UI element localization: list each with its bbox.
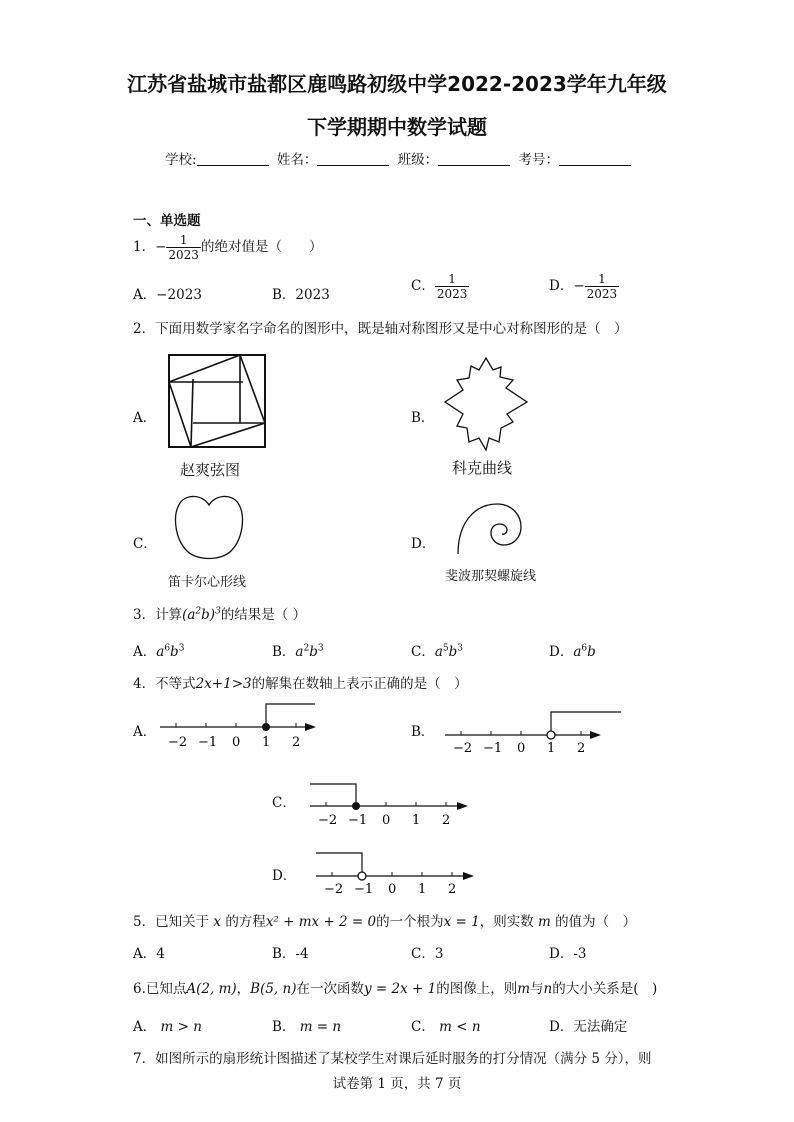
q6-point-a: A(2, m) (186, 981, 237, 997)
q4-option-b-number-line (445, 710, 625, 754)
q6-option-b[interactable] (272, 1015, 341, 1035)
page-footer: 试卷第 1 页，共 7 页 (332, 1076, 462, 1092)
q1-option-d-numerator: 1 (598, 272, 606, 286)
q4-option-d-number-line (316, 850, 481, 896)
q4-b-tick-label: −1 (483, 741, 503, 754)
q6-var-n: n (543, 981, 553, 997)
q5-option-b[interactable] (272, 942, 309, 962)
q5-option-a-text: 4 (156, 946, 165, 962)
q4-a-tick-label: 2 (292, 735, 301, 750)
q3-option-a-exp-b: 3 (178, 643, 185, 654)
q3-stem-pre: 3．计算 (133, 607, 183, 623)
q5-option-c[interactable] (411, 942, 443, 962)
name-blank (317, 152, 389, 166)
q5-var-m: m (538, 914, 551, 930)
q6-option-d[interactable] (549, 1015, 627, 1035)
q5-option-a-label: A． (133, 946, 157, 962)
q3-option-b-exp-b: 3 (317, 643, 324, 654)
q3-option-d-b: b (587, 644, 596, 660)
q5-var-x: x (213, 914, 222, 930)
q4-d-tick-label: 2 (448, 882, 457, 896)
q4-a-closed-dot (262, 723, 270, 731)
q3-expression (182, 607, 221, 623)
q4-d-tick-label: 1 (418, 882, 427, 896)
q1-minus: − (155, 239, 167, 255)
q1-option-b-text: 2023 (295, 287, 330, 303)
q1-option-d-fraction (585, 272, 620, 301)
q1-fraction-numerator: 1 (179, 233, 188, 247)
q5-stem-post: 的值为（ ） (555, 914, 637, 930)
q4-a-tick-label: 0 (232, 735, 241, 750)
q4-c-tick-label: 0 (382, 813, 391, 828)
q5-stem-mid2: 的一个根为 (376, 914, 444, 930)
q3-option-c-label: C． (411, 644, 435, 660)
q2-option-b-caption: 科克曲线 (452, 459, 513, 477)
q1-option-c-label: C． (411, 278, 435, 294)
class-blank (438, 152, 510, 166)
q3-expr-base: (a (182, 607, 196, 623)
q3-option-a-b: b (170, 644, 179, 660)
q4-c-tick-label: 1 (412, 813, 421, 828)
q3-option-b-b: b (309, 644, 318, 660)
koch-snowflake (443, 356, 529, 452)
q4-stem-pre: 4．不等式 (133, 676, 196, 692)
question-1 (133, 233, 322, 262)
q5-root: x = 1 (443, 914, 480, 930)
school-label: 学校: (165, 152, 197, 168)
school-blank (197, 152, 269, 166)
q1-option-c-fraction (435, 272, 470, 301)
question-2: 2．下面用数学家名字命名的图形中，既是轴对称图形又是中心对称图形的是（ ） (133, 321, 628, 337)
q3-option-a[interactable] (133, 640, 184, 660)
q1-fraction-denominator: 2023 (168, 248, 199, 262)
q6-function: y = 2x + 1 (363, 981, 437, 997)
q3-option-c[interactable] (411, 640, 463, 660)
q2-option-a-caption: 赵爽弦图 (180, 461, 241, 479)
q1-option-c-denominator: 2023 (436, 287, 468, 301)
q5-option-d-text: -3 (573, 946, 587, 962)
q4-d-open-dot (358, 872, 366, 880)
exam-number-label: 考号： (518, 152, 559, 168)
q2-option-c-label[interactable]: C． (133, 536, 157, 552)
q6-option-a-label: A． (133, 1019, 157, 1035)
q6-stem-pre: 6.已知点 (133, 981, 187, 997)
q4-d-tick-label: −1 (354, 882, 374, 896)
q5-option-d-label: D． (549, 946, 574, 962)
q5-option-b-text: -4 (295, 946, 309, 962)
q1-option-a-label: A． (133, 287, 157, 303)
q4-option-c-number-line (310, 782, 475, 828)
q4-d-tick-label: −2 (324, 882, 344, 896)
q3-option-b-a: a (295, 644, 304, 660)
name-label: 姓名： (276, 152, 318, 168)
q2-option-b-label[interactable]: B． (411, 410, 435, 426)
q4-a-tick-label: −2 (168, 735, 188, 750)
q4-c-tick-label: 2 (442, 813, 451, 828)
fibonacci-spiral (455, 500, 525, 556)
q1-option-d-label: D． (549, 278, 574, 294)
q6-stem-post: 的大小关系是( ) (552, 981, 658, 997)
q6-option-d-label: D． (549, 1019, 574, 1035)
q4-option-a-label[interactable]: A． (133, 724, 157, 740)
q6-option-a-text: m > n (160, 1019, 202, 1035)
q1-option-a-text: −2023 (156, 287, 202, 303)
q4-c-tick-label: −1 (348, 813, 368, 828)
q3-stem-post: 的结果是（ ） (220, 607, 307, 623)
q5-option-b-label: B． (272, 946, 296, 962)
q6-option-a[interactable] (133, 1015, 202, 1035)
q4-stem-post: 的解集在数轴上表示正确的是（ ） (251, 676, 468, 692)
q3-option-c-a: a (434, 644, 443, 660)
q3-expr-exp-outer: 3 (215, 606, 221, 617)
q3-option-d-exp-a: 6 (581, 643, 588, 654)
q2-option-d-caption: 斐波那契螺旋线 (445, 569, 537, 584)
q2-option-a-label[interactable]: A． (133, 410, 157, 426)
q6-stem-mid: 在一次函数 (296, 981, 364, 997)
q5-stem-pre: 5．已知关于 (133, 914, 210, 930)
q4-b-tick-label: 2 (577, 741, 586, 754)
q3-option-a-label: A． (133, 644, 157, 660)
q3-expr-exp-a: 2 (195, 606, 202, 617)
q4-b-open-dot (547, 731, 555, 739)
q1-option-d[interactable] (549, 272, 619, 301)
question-4 (133, 672, 468, 692)
q1-number: 1． (133, 239, 156, 255)
q6-var-m: m (517, 981, 531, 997)
q4-option-c-label[interactable]: C． (272, 795, 296, 811)
exam-title-line2: 下学期期中数学试题 (307, 115, 487, 139)
q4-d-tick-label: 0 (388, 882, 397, 896)
q1-option-c-numerator: 1 (448, 272, 456, 286)
q1-stem-tail: 的绝对值是（ ） (200, 239, 323, 255)
student-info-row (165, 148, 635, 168)
q3-option-b-exp-a: 2 (303, 643, 310, 654)
q6-comma: ， (236, 981, 251, 997)
question-5 (133, 910, 636, 930)
q5-option-c-text: 3 (434, 946, 444, 962)
q1-option-d-minus: − (573, 278, 585, 294)
q4-c-tick-label: −2 (318, 813, 338, 828)
q4-b-tick-label: 0 (517, 741, 526, 754)
question-7: 7．如图所示的扇形统计图描述了某校学生对课后延时服务的打分情况（满分 5 分），则 (133, 1051, 652, 1067)
zhao-shuang-diagram (168, 354, 267, 449)
q4-b-tick-label: 1 (547, 741, 556, 754)
q5-option-a[interactable] (133, 942, 165, 962)
q4-c-closed-dot (352, 802, 360, 810)
q5-stem-mid3: ，则实数 (479, 914, 534, 930)
q1-option-b[interactable] (272, 283, 330, 303)
q6-option-b-label: B． (272, 1019, 296, 1035)
q3-option-c-b: b (448, 644, 458, 660)
exam-title-line1: 江苏省盐城市盐都区鹿鸣路初级中学2022-2023学年九年级 (127, 72, 667, 96)
q6-option-c-text: m < n (439, 1019, 481, 1035)
q3-option-c-exp-b: 3 (457, 643, 464, 654)
q1-fraction (166, 233, 201, 262)
q6-stem-mid2: 的图像上，则 (436, 981, 518, 997)
question-6 (133, 977, 657, 997)
q3-option-d-a: a (573, 644, 582, 660)
q4-a-tick-label: −1 (198, 735, 218, 750)
q4-option-a-number-line (160, 702, 320, 752)
q6-point-b: B(5, n) (250, 981, 297, 997)
q3-option-c-exp-a: 5 (442, 643, 449, 654)
q3-option-b[interactable] (272, 640, 324, 660)
q2-option-c-caption: 笛卡尔心形线 (168, 575, 247, 590)
question-3 (133, 603, 306, 623)
q2-option-d-label[interactable]: D． (411, 536, 436, 552)
q5-stem-mid: 的方程 (225, 914, 266, 930)
q1-option-c[interactable] (411, 272, 469, 301)
q3-option-d[interactable] (549, 640, 596, 660)
q1-option-a[interactable] (133, 283, 202, 303)
q6-option-c[interactable] (411, 1015, 481, 1035)
cardioid-curve (173, 493, 245, 563)
q5-equation: x² + mx + 2 = 0 (265, 914, 377, 930)
q4-option-b-label[interactable]: B． (411, 724, 435, 740)
q5-option-d[interactable] (549, 942, 586, 962)
q4-inequality: 2x+1>3 (195, 676, 252, 692)
q4-b-tick-label: −2 (453, 741, 473, 754)
q1-option-b-label: B． (272, 287, 296, 303)
q3-expr-b: b) (201, 607, 216, 623)
class-label: 班级： (397, 152, 439, 168)
q6-option-b-text: m = n (299, 1019, 342, 1035)
q1-option-d-denominator: 2023 (586, 287, 618, 301)
q6-and: 与 (530, 981, 544, 997)
section-heading: 一、单选题 (133, 213, 201, 229)
q4-option-d-label[interactable]: D． (272, 868, 297, 884)
q3-option-d-label: D． (549, 644, 574, 660)
q6-option-c-label: C． (411, 1019, 435, 1035)
q6-option-d-text: 无法确定 (573, 1019, 628, 1035)
q5-option-c-label: C． (411, 946, 435, 962)
q3-option-a-a: a (156, 644, 165, 660)
q3-option-b-label: B． (272, 644, 296, 660)
q3-option-a-exp-a: 6 (164, 643, 171, 654)
q4-a-tick-label: 1 (262, 735, 271, 750)
exam-number-blank (559, 152, 631, 166)
